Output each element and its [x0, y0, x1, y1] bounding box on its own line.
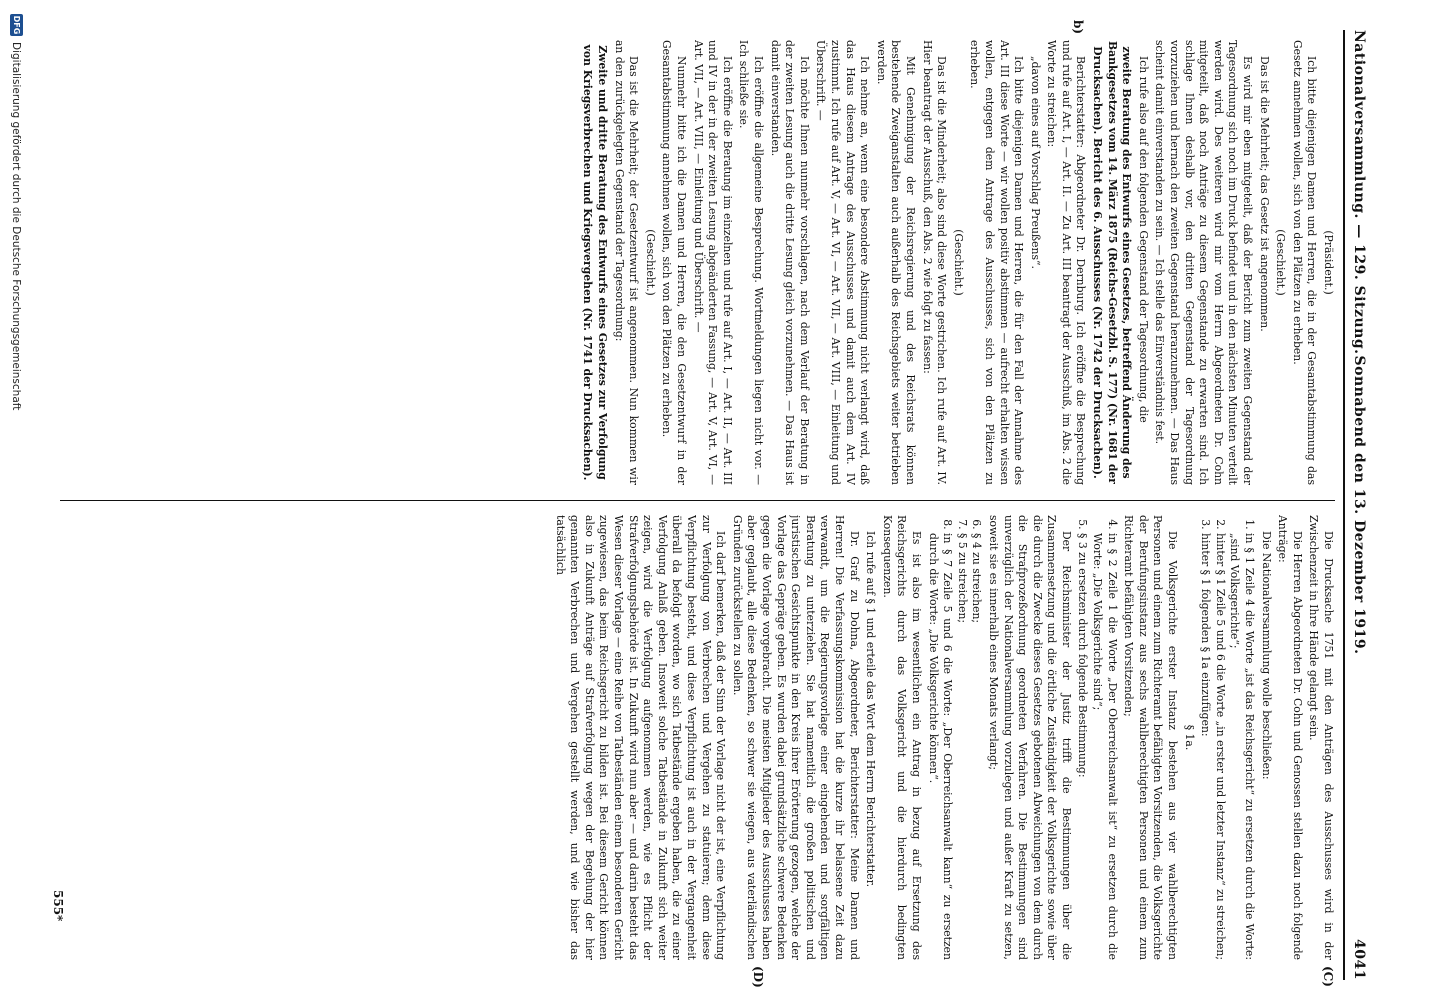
paragraph: Die Volksgerichte erster Instanz bestehen aus vier wahlberechtigten Personen und einem zum Richteramt befähigten Vorsitzenden, die Volksgerichte der Berufungsinstanz aus sechs wahlberechtigten Personen und einem zum Richteramt befähigten Vorsitzenden; — [1122, 515, 1180, 960]
agenda-heading: Zweite und dritte Beratung des Entwurfs eines Gesetzes zur Verfolgung von Kriegsverbrechen und Kriegsvergehen (Nr. 1741 der Drucksachen). — [581, 44, 610, 481]
page-signature: 555* — [51, 890, 65, 922]
paragraph: Der Reichsminister der Justiz trifft die Bestimmungen über die Zusammensetzung und die örtliche Zuständigkeit der Volksgerichte sowie über die durch die Zwecke dieses Gesetzes gebotenen Abweichungen von dem durch die Strafprozeßordnung geordneten Verfahren. Die Bestimmungen sind unverzüglich der Nationalversammlung vorzulegen und außer Kraft zu setzen, soweit sie es innerhalb eines Monats verlangt; — [986, 515, 1073, 960]
header-page-number: 4041 — [1351, 939, 1367, 980]
paragraph: Es ist also im wesentlichen ein Antrag in bezug auf Ersetzung des Reichsgerichts durch das Volksgericht und die hierdurch bedingten Konsequenzen. — [880, 515, 923, 960]
list-item: 3. hinter § 1 folgenden § 1a einzufügen: — [1198, 533, 1213, 960]
paragraph: Ich bitte diejenigen Damen und Herren, die in der Gesamtabstimmung das Gesetz annehmen wollen, sich von den Plätzen zu erheben. — [1290, 40, 1319, 485]
dfg-logo: DFG — [12, 15, 21, 35]
paragraph: Die Drucksache 1751 mit den Anträgen des Ausschusses wird in der Zwischenzeit in Ihre Hände gelangt sein. — [1307, 515, 1335, 960]
paragraph: Das ist die Mehrheit; das Gesetz ist angenommen. — [1257, 56, 1271, 332]
paragraph: Ich eröffne die Beratung im einzelnen und rufe auf Art. I, — Art. II, — Art. III und IV in der in der zweiten Lesung abgeänderten Fassung, — Art. V, Art. VI, — Art. VII, — Art. VIII, — Einleitung und Überschrift. — — [691, 40, 734, 485]
margin-label-d: (D) — [751, 966, 765, 988]
paragraph: Das ist die Mehrheit; der Gesetzentwurf ist angenommen. Nun kommen wir an den zurückgelegten Gegenstand der Tagesordnung: — [612, 40, 641, 485]
list-item: 2. hinter § 1 Zeile 5 und 6 die Worte „in erster und letzter Instanz“ zu streichen; — [1212, 533, 1227, 960]
paragraph: Ich möchte Ihnen nunmehr vorschlagen, nach dem Verlauf der Beratung in der zweiten Lesung auch die dritte Lesung gleich vorzunehmen. — Das Haus ist damit einverstanden. — [768, 40, 811, 485]
margin-label-b: b) — [1071, 20, 1085, 35]
list-item: 5. § 3 zu ersetzen durch folgende Bestimmung: — [1075, 533, 1090, 960]
paragraph: Berichterstatter: Abgeordneter Dr. Dernburg. Ich eröffne die Besprechung und rufe auf Art. I, — Art. II. — Zu Art. III beantragt der Ausschuß, im Abs. 2 die Worte zu streichen: — [1045, 40, 1088, 485]
footer-credit: Digitalisierung gefördert durch die Deutsche Forschungsgemeinschaft — [10, 42, 22, 411]
paragraph: Ich bitte diejenigen Damen und Herren, die für den Fall der Annahme des Art. III diese Worte — wir wollen positiv abstimmen — aufrecht erhalten wissen wollen, entgegen dem Antrage des Ausschusses, sich von den Plätzen zu erheben. — [968, 40, 1026, 485]
running-head — [1343, 30, 1369, 980]
paragraph: Mit Genehmigung der Reichsregierung und des Reichsrats können bestehende Zweiganstalten auch außerhalb des Reichsgebiets weiter betrieben werden. — [874, 40, 917, 485]
paragraph: „davon eines auf Vorschlag Preußens“. — [1028, 56, 1042, 269]
list-item: 1. in § 1 Zeile 4 die Worte „ist das Reichsgericht“ zu ersetzen durch die Worte: „sind Volksgerichte“; — [1227, 533, 1256, 960]
paragraph: Ich darf bemerken, daß der Sinn der Vorlage nicht der ist, eine Verpflichtung zur Verfolgung von Verbrechen und Vergehen zu statuieren; denn diese Verpflichtung besteht, und diese Verpflichtung ist auch in der Vergangenheit überall da befolgt worden, wo sich Tatbestände ergeben haben, die zu einer Verfolgung Anlaß geben. Insoweit solche Tatbestände in Zukunft sich weiter zeigen, wird die Verfolgung aufgenommen werden, wie es Pflicht der Strafverfolgungsbehörde ist. In Zukunft wird nun aber — und darin besteht das Wesen dieser Vorlage — eine Reihe von Tatbeständen einem besonderen Gericht zugewiesen, das beim Reichsgericht zu bilden ist. Bei diesem Gericht können also in Zukunft Anträge auf Strafverfolgung wegen der Begehung der hier genannten Verbrechen und Vergehen gestellt werden, und wie bisher das tatsächlich — [553, 515, 728, 960]
list-item: 4. in § 2 Zeile 1 die Worte „Der Oberreichsanwalt ist“ zu ersetzen durch die Worte: „Die Volksgerichte sind“; — [1090, 533, 1119, 960]
paragraph: Nunmehr bitte ich die Damen und Herren, die den Gesetzentwurf in der Gesamtabstimmung annehmen wollen, sich von den Plätzen zu erheben. — [660, 40, 689, 485]
margin-label-c: (C) — [1321, 966, 1335, 987]
paragraph: Es wird mir eben mitgeteilt, daß der Bericht zum zweiten Gegenstand der Tagesordnung sich noch im Druck befindet und in den nächsten Minuten verteilt werden wird. Des weiteren wird mir vom Herrn Abgeordneten Dr. Cohn mitgeteilt, daß noch Anträge zu diesem Gegenstande zu erwarten sind. Ich schlage Ihnen deshalb vor, den dritten Gegenstand der Tagesordnung vorzuziehen und hernach den zweiten Gegenstand heranzunehmen. — Das Haus scheint damit einverstanden zu sein. — Ich stelle das Einverständnis fest. — [1153, 40, 1255, 485]
list-item: 8. in § 7 Zeile 5 und 6 die Worte: „Der Oberreichsanwalt kann“ zu ersetzen durch die Worte: „Die Volksgerichte können“. — [925, 533, 954, 960]
right-column — [60, 515, 1335, 960]
paragraph: Die Nationalversammlung wolle beschließen: — [1259, 531, 1273, 780]
numbered-list — [925, 533, 983, 960]
numbered-list — [1198, 533, 1256, 960]
left-column — [60, 40, 1335, 485]
list-item: 7. § 5 zu streichen; — [954, 533, 969, 960]
paragraph: Ich nehme an, wenn eine besondere Abstimmung nicht verlangt wird, daß das Haus diesem Antrage des Ausschusses und damit auch dem Art. IV zustimmt. Ich rufe auf Art. V, — Art. VI, — Art. VII, — Art. VIII, — Einleitung und Überschrift. — — [814, 40, 872, 485]
agenda-heading: zweite Beratung des Entwurfs eines Gesetzes, betreffend Änderung des Bankgesetzes vom 14. März 1875 (Reichs-Gesetzbl. S. 177) (Nr. 1681 der Drucksachen). Bericht des 6. Ausschusses (Nr. 1742 der Drucksachen). — [1091, 41, 1134, 484]
numbered-list — [1075, 533, 1119, 960]
footer — [5, 0, 25, 1000]
paragraph: Ich rufe auf § 1 und erteile das Wort dem Herrn Berichterstatter. — [864, 531, 878, 888]
paragraph: Ich eröffne die allgemeine Besprechung. Wortmeldungen liegen nicht vor. — Ich schließe sie. — [737, 40, 766, 485]
paragraph: Ich rufe also auf den folgenden Gegenstand der Tagesordnung, die — [1136, 56, 1150, 423]
list-item: 6. § 4 zu streichen; — [969, 533, 984, 960]
stage-direction: (Präsident.) — [1322, 230, 1335, 295]
stage-direction: (Geschieht.) — [643, 229, 657, 296]
paragraph: Die Herren Abgeordneten Dr. Cohn und Genossen stellen dazu noch folgende Anträge: — [1276, 515, 1304, 960]
header-date: Sonnabend den 13. Dezember 1919. — [1351, 355, 1367, 655]
stage-direction: (Geschieht.) — [1274, 229, 1288, 296]
paragraph: Dr. Graf zu Dohna, Abgeordneter, Berichterstatter: Meine Damen und Herren! Die Verfassungskommission hat die kurze ihr belassene Zeit dazu verwandt, um die Regierungsvorlage einer eingehenden und sorgfältigen Beratung zu unterziehen. Sie hat namentlich die großen politischen und juristischen Gesichtspunkte in den Kreis ihrer Erörterung gezogen, welche der Vorlage das Gepräge geben. Es wurden dabei grundsätzliche schwere Bedenken gegen die Vorlage vorgebracht. Die meisten Mitglieder des Ausschusses haben aber geglaubt, alle diese Bedenken, so schwer sie wiegen, aus vaterländischen Gründen zurückstellen zu sollen. — [730, 515, 861, 960]
header-session: Nationalversammlung. — 129. Sitzung. — [1351, 30, 1367, 355]
column-divider — [60, 500, 1335, 501]
stage-direction: § 1a. — [1182, 724, 1196, 751]
paragraph: Das ist die Minderheit; also sind diese Worte gestrichen. Ich rufe auf Art. IV. Hier beantragt der Ausschuß, den Abs. 2 wie folgt zu fassen: — [920, 40, 949, 485]
stage-direction: (Geschieht.) — [951, 229, 965, 296]
